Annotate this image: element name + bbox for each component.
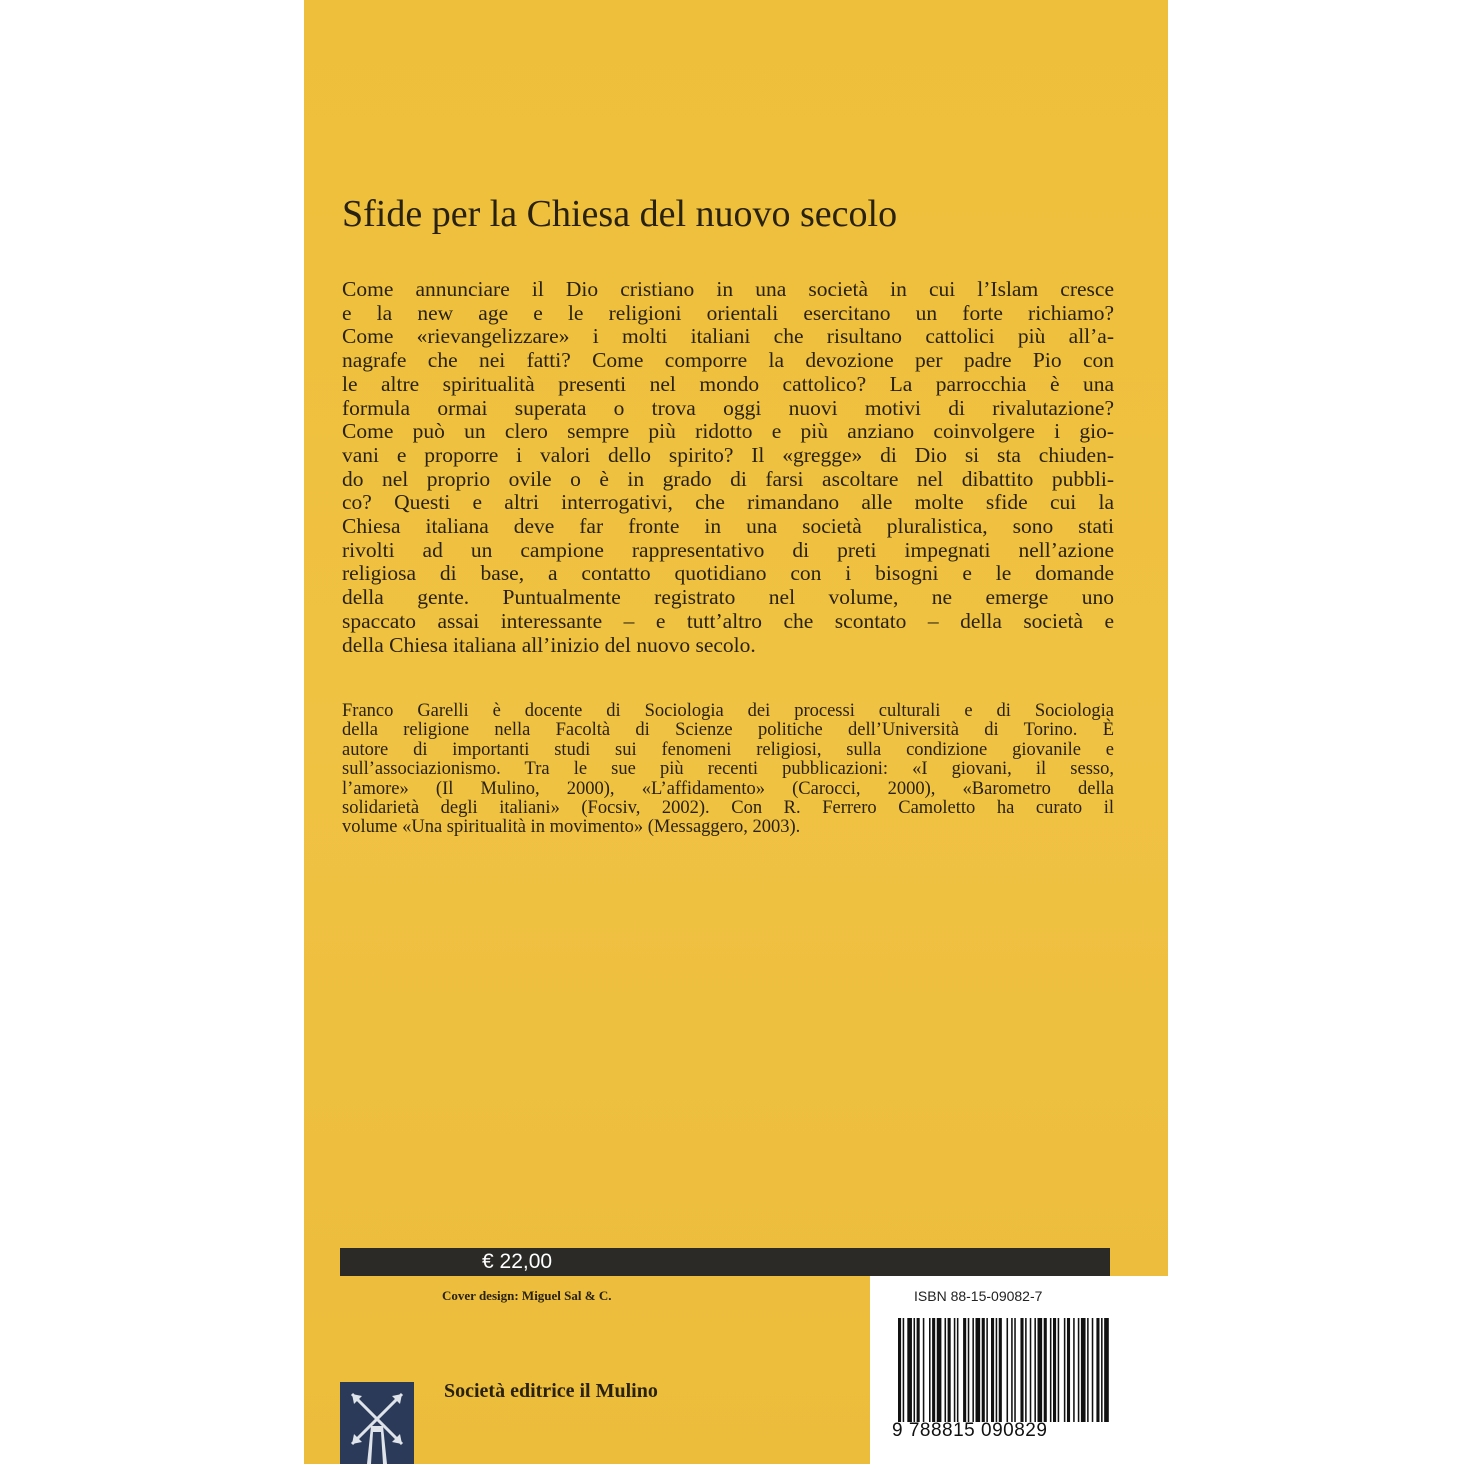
author-bio-line: sull’associazionismo. Tra le sue più recenti pubblicazioni: «I giovani, il sesso, [342,759,1114,780]
blurb-line: do nel proprio ovile o è in grado di farsi ascoltare nel dibattito pubbli- [342,466,1114,491]
barcode-bar [914,1318,916,1422]
blurb-line: della gente. Puntualmente registrato nel volume, ne emerge uno [342,585,1114,610]
barcode-bar [923,1318,925,1422]
author-bio-line: solidarietà degli italiani» (Focsiv, 2002). Con R. Ferrero Camoletto ha curato il [342,798,1114,819]
blurb-line: religiosa di base, a contatto quotidiano con i bisogni e le domande [342,561,1114,586]
barcode-bar [1034,1318,1036,1422]
barcode-bar [1058,1318,1060,1422]
barcode-bar [976,1318,981,1422]
barcode-bar [1073,1318,1075,1422]
barcode-bar [1053,1318,1056,1422]
barcode-bar [1020,1318,1023,1422]
barcode-bar [903,1318,905,1422]
book-title: Sfide per la Chiesa del nuovo secolo [342,193,898,235]
barcode-bar [972,1318,974,1422]
author-bio [342,702,1114,838]
cover-design-credit: Cover design: Miguel Sal & C. [442,1288,612,1303]
barcode-icon [898,1318,1142,1422]
book-back-cover [304,0,1168,1464]
blurb-line: Come annunciare il Dio cristiano in una società in cui l’Islam cresce [342,277,1114,301]
blurb-line: Come può un clero sempre più ridotto e più anziano coinvolgere i gio- [342,419,1114,444]
barcode-bar [963,1318,966,1422]
barcode-bar [1025,1318,1027,1422]
barcode-bar [937,1318,942,1422]
barcode-bar [1092,1318,1094,1422]
barcode-bar [954,1318,956,1422]
price-label: € 22,00 [482,1250,553,1273]
barcode-bar [1096,1318,1099,1422]
barcode-bar [1064,1318,1066,1422]
barcode-bar [1078,1318,1080,1422]
barcode-bar [907,1318,912,1422]
barcode-panel [870,1276,1168,1464]
price-bar [340,1248,1110,1276]
blurb-line: e la new age e le religioni orientali esercitano un forte richiamo? [342,300,1114,325]
barcode-bar [999,1318,1002,1422]
blurb-line: formula ormai superata o trova oggi nuovi motivi di rivalutazione? [342,395,1114,420]
barcode-bar [917,1318,920,1422]
author-bio-line: Franco Garelli è docente di Sociologia dei processi culturali e di Sociologia [342,701,1114,721]
blurb-line: co? Questi e altri interrogativi, che rimandano alle molte sfide cui la [342,490,1114,515]
barcode-bar [986,1318,988,1422]
author-bio-line: autore di importanti studi sui fenomeni religiosi, sulla condizione giovanile e [342,739,1114,760]
barcode-bar [982,1318,985,1422]
barcode-bar [945,1318,947,1422]
barcode-bar [898,1318,901,1422]
blurb-line: Chiesa italiana deve far fronte in una società pluralistica, sono stati [342,514,1114,539]
blurb-line: spaccato assai interessante – e tutt’altro che scontato – della società e [342,608,1114,633]
blurb-line: Come «rievangelizzare» i molti italiani che risultano cattolici più all’a- [342,324,1114,349]
author-bio-line: della religione nella Facoltà di Scienze politiche dell’Università di Torino. È [342,720,1114,741]
blurb-text [342,278,1114,657]
blurb-line: rivolti ad un campione rappresentativo di preti impegnati nell’azione [342,537,1114,562]
barcode-bar [1011,1318,1013,1422]
barcode-bar [1050,1318,1052,1422]
barcode-bar [1038,1318,1043,1422]
barcode-bar [929,1318,931,1422]
windmill-logo-icon [340,1382,414,1464]
blurb-line: vani e proporre i valori dello spirito? Il «gregge» di Dio si sta chiuden- [342,442,1114,467]
barcode-bar [991,1318,994,1422]
blurb-line: le altre spiritualità presenti nel mondo cattolico? La parrocchia è una [342,371,1114,396]
barcode-bar [1101,1318,1103,1422]
barcode-bar [1087,1318,1089,1422]
ean-number: 9 788815 090829 [892,1420,1048,1441]
barcode-bar [1104,1318,1109,1422]
isbn-label: ISBN 88-15-09082-7 [914,1288,1043,1304]
barcode-bar [968,1318,970,1422]
author-bio-line: l’amore» (Il Mulino, 2000), «L’affidamento» (Carocci, 2000), «Barometro della [342,778,1114,799]
author-bio-line: volume «Una spiritualità in movimento» (Messaggero, 2003). [342,817,801,838]
blurb-line: nagrafe che nei fatti? Come comporre la devozione per padre Pio con [342,348,1114,373]
blurb-line: della Chiesa italiana all’inizio del nuovo secolo. [342,632,756,657]
barcode-bar [1030,1318,1032,1422]
barcode-bar [932,1318,935,1422]
barcode-bar [1067,1318,1070,1422]
barcode-bar [1081,1318,1086,1422]
barcode-bar [1014,1318,1016,1422]
barcode-bar [957,1318,959,1422]
barcode-bar [1007,1318,1009,1422]
publisher-name: Società editrice il Mulino [444,1380,658,1402]
barcode-bar [996,1318,998,1422]
barcode-bar [948,1318,951,1422]
barcode-bar [1044,1318,1047,1422]
